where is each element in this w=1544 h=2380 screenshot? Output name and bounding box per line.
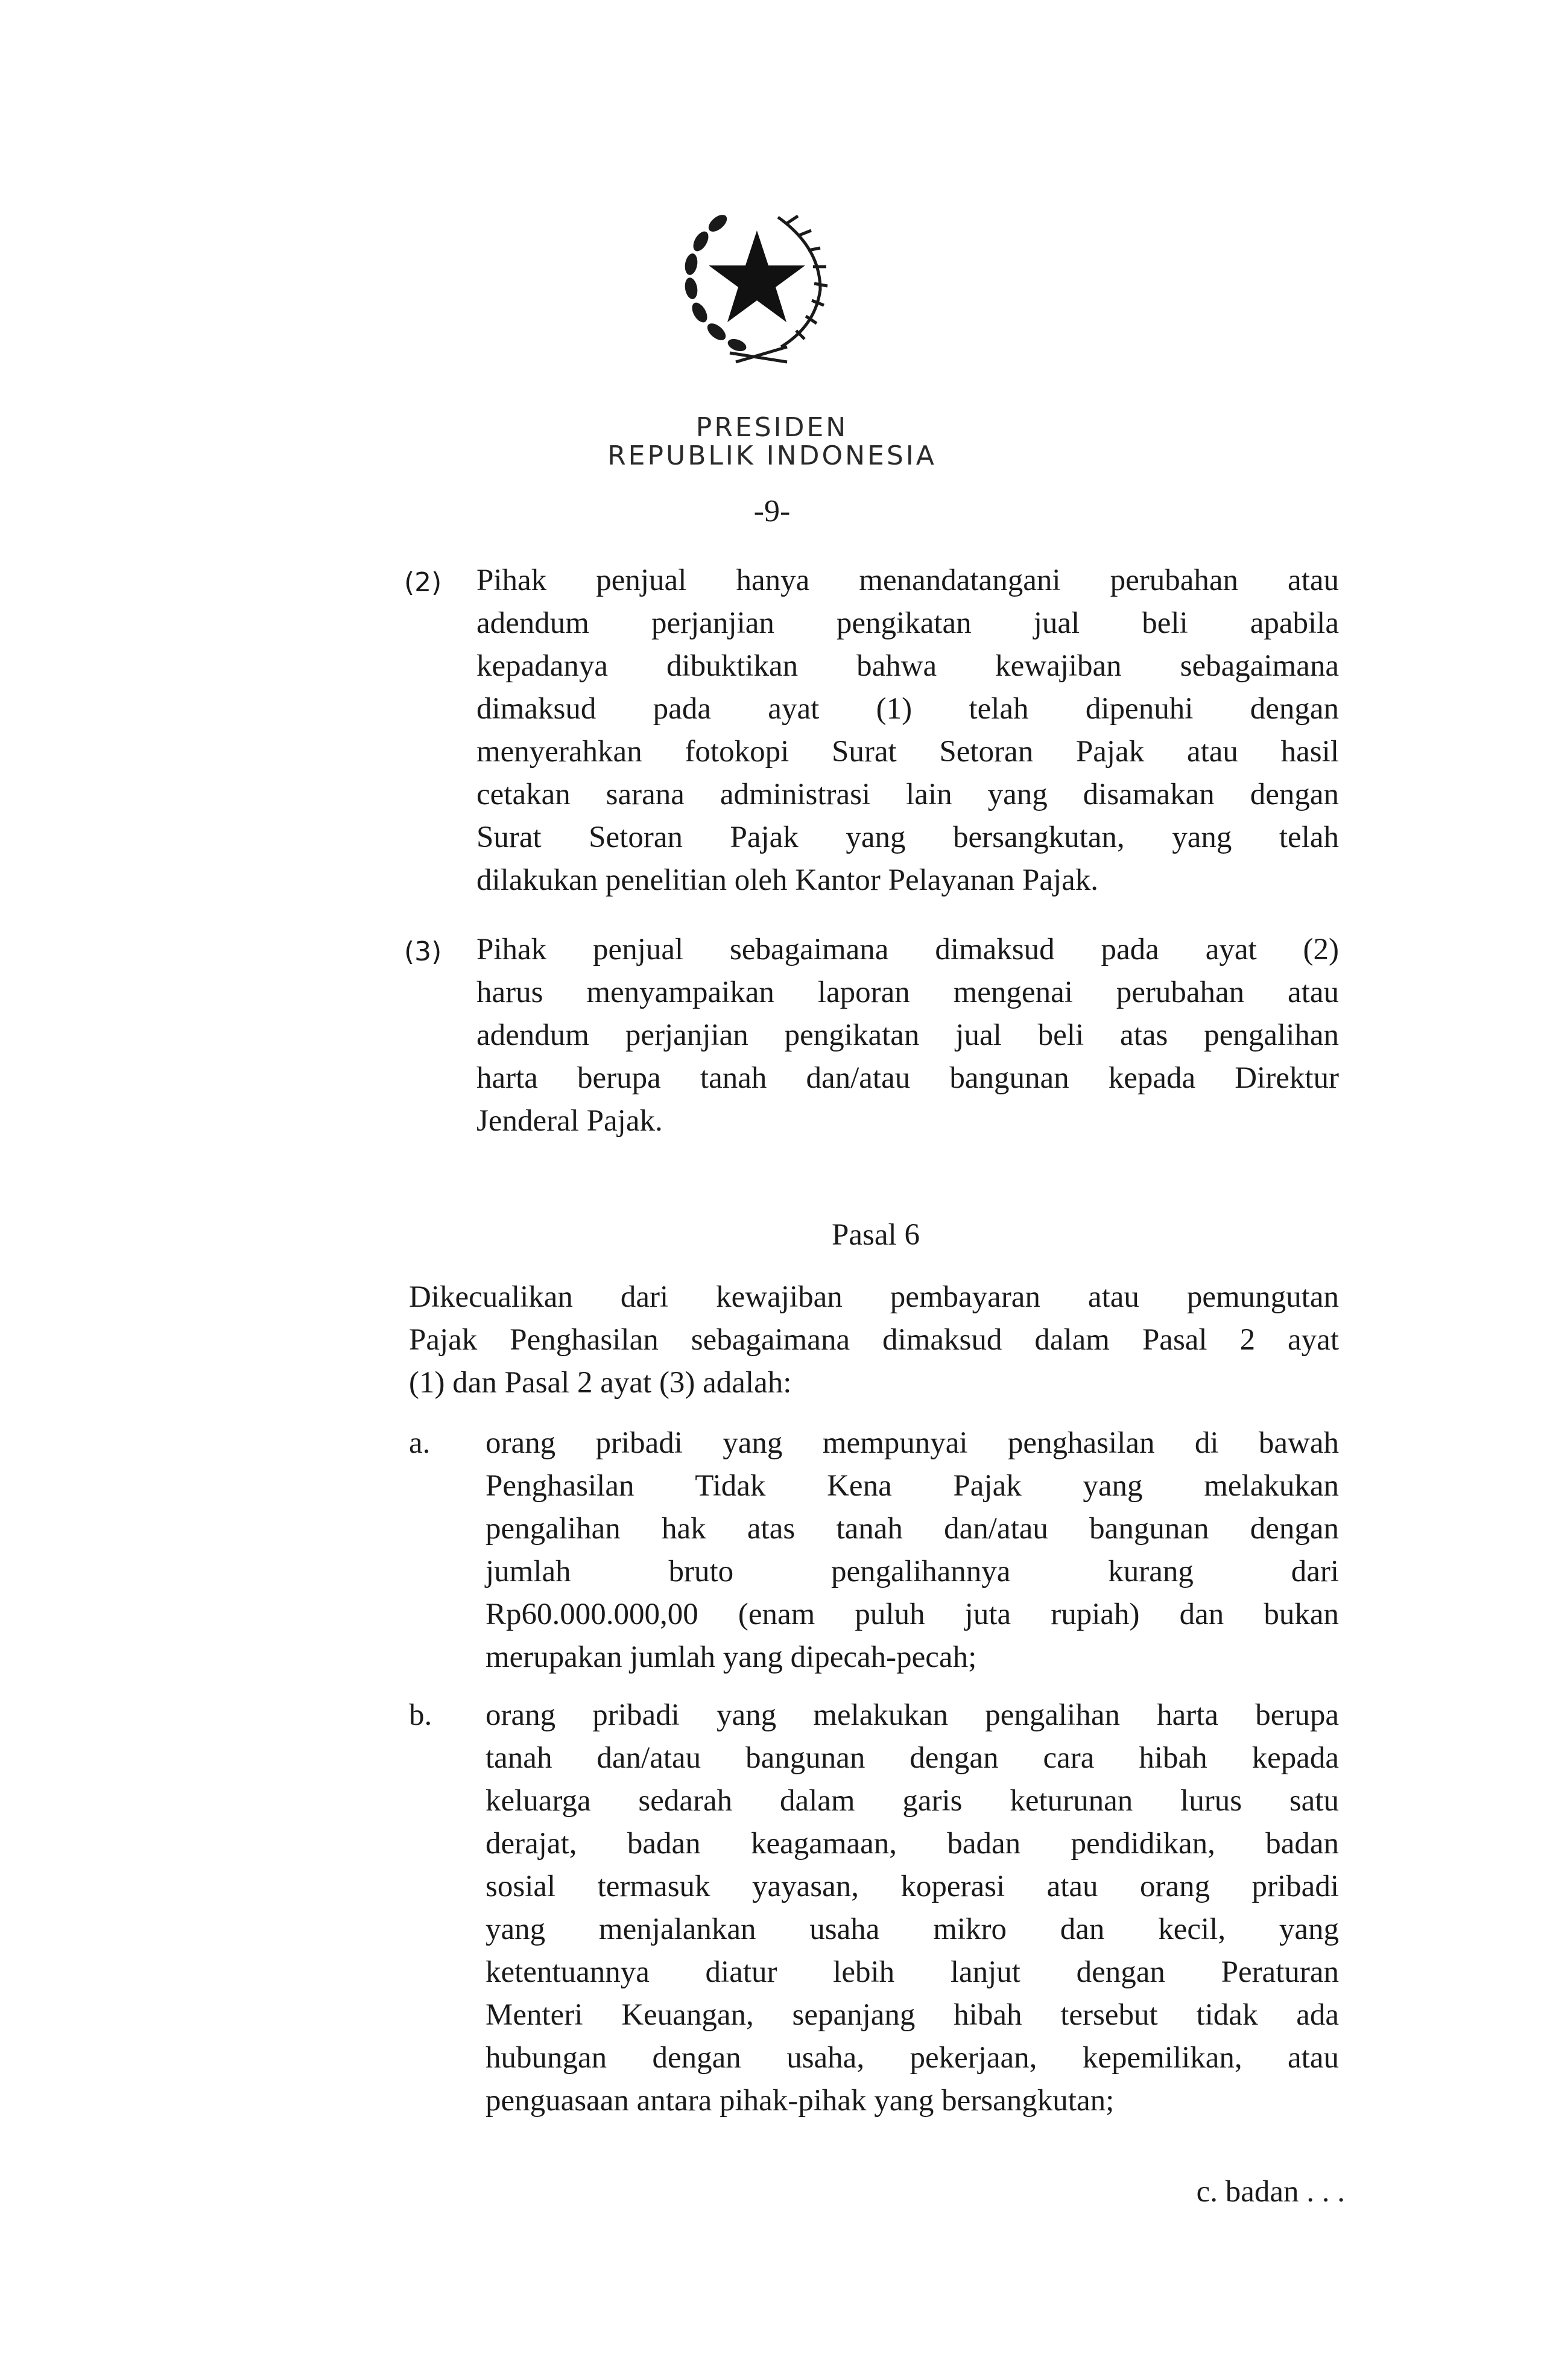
list-label: b.	[409, 1698, 432, 1732]
list-label: a.	[409, 1426, 431, 1460]
text-line: yang menjalankan usaha mikro dan kecil, yang	[486, 1912, 1339, 1946]
list-item-a	[486, 1422, 1339, 1679]
text-line: Rp60.000.000,00 (enam puluh juta rupiah) dan bukan	[486, 1598, 1339, 1631]
ayat-number: (2)	[404, 567, 442, 598]
text-line: harta berupa tanah dan/atau bangunan kepada Direktur	[476, 1061, 1339, 1095]
section-title: Pasal 6	[832, 1218, 920, 1252]
text-line: ketentuannya diatur lebih lanjut dengan Peraturan	[486, 1955, 1339, 1989]
text-line: dilakukan penelitian oleh Kantor Pelayanan Pajak.	[476, 863, 1099, 897]
text-line: tanah dan/atau bangunan dengan cara hibah kepada	[486, 1741, 1339, 1775]
text-line: adendum perjanjian pengikatan jual beli apabila	[476, 606, 1339, 640]
star-emblem-icon	[657, 181, 856, 380]
ayat-3-text	[476, 928, 1339, 1143]
continuation-note: c. badan . . .	[1196, 2175, 1345, 2209]
text-line: orang pribadi yang melakukan pengalihan harta berupa	[486, 1698, 1339, 1732]
text-line: Pajak Penghasilan sebagaimana dimaksud dalam Pasal 2 ayat	[409, 1323, 1339, 1357]
header-line-republik: REPUBLIK INDONESIA	[607, 440, 937, 471]
text-line: pengalihan hak atas tanah dan/atau bangunan dengan	[486, 1512, 1339, 1546]
text-line: (1) dan Pasal 2 ayat (3) adalah:	[409, 1366, 792, 1400]
text-line: harus menyampaikan laporan mengenai perubahan atau	[476, 976, 1339, 1009]
text-line: Jenderal Pajak.	[476, 1104, 663, 1138]
text-line: Penghasilan Tidak Kena Pajak yang melakukan	[486, 1469, 1339, 1503]
text-line: keluarga sedarah dalam garis keturunan lurus satu	[486, 1784, 1339, 1818]
text-line: Dikecualikan dari kewajiban pembayaran atau pemungutan	[409, 1280, 1339, 1314]
text-line: adendum perjanjian pengikatan jual beli atas pengalihan	[476, 1018, 1339, 1052]
text-line: orang pribadi yang mempunyai penghasilan di bawah	[486, 1426, 1339, 1460]
ayat-number: (3)	[404, 936, 442, 967]
text-line: hubungan dengan usaha, pekerjaan, kepemilikan, atau	[486, 2041, 1339, 2075]
header-line-presiden: PRESIDEN	[695, 412, 849, 443]
list-item-b	[486, 1694, 1339, 2122]
text-line: menyerahkan fotokopi Surat Setoran Pajak atau hasil	[476, 735, 1339, 769]
text-line: sosial termasuk yayasan, koperasi atau orang pribadi	[486, 1870, 1339, 1903]
text-line: cetakan sarana administrasi lain yang disamakan dengan	[476, 778, 1339, 811]
text-line: derajat, badan keagamaan, badan pendidikan, badan	[486, 1827, 1339, 1861]
text-line: Pihak penjual sebagaimana dimaksud pada ayat (2)	[476, 933, 1339, 966]
ayat-2-text	[476, 559, 1339, 902]
text-line: Pihak penjual hanya menandatangani perubahan atau	[476, 563, 1339, 597]
text-line: Surat Setoran Pajak yang bersangkutan, yang telah	[476, 820, 1339, 854]
text-line: jumlah bruto pengalihannya kurang dari	[486, 1555, 1339, 1588]
text-line: dimaksud pada ayat (1) telah dipenuhi dengan	[476, 692, 1339, 726]
text-line: penguasaan antara pihak-pihak yang bersangkutan;	[486, 2084, 1115, 2118]
text-line: Menteri Keuangan, sepanjang hibah tersebut tidak ada	[486, 1998, 1339, 2032]
text-line: merupakan jumlah yang dipecah-pecah;	[486, 1640, 977, 1674]
section-intro	[409, 1276, 1339, 1404]
text-line: kepadanya dibuktikan bahwa kewajiban sebagaimana	[476, 649, 1339, 683]
page-number: -9-	[753, 494, 791, 528]
